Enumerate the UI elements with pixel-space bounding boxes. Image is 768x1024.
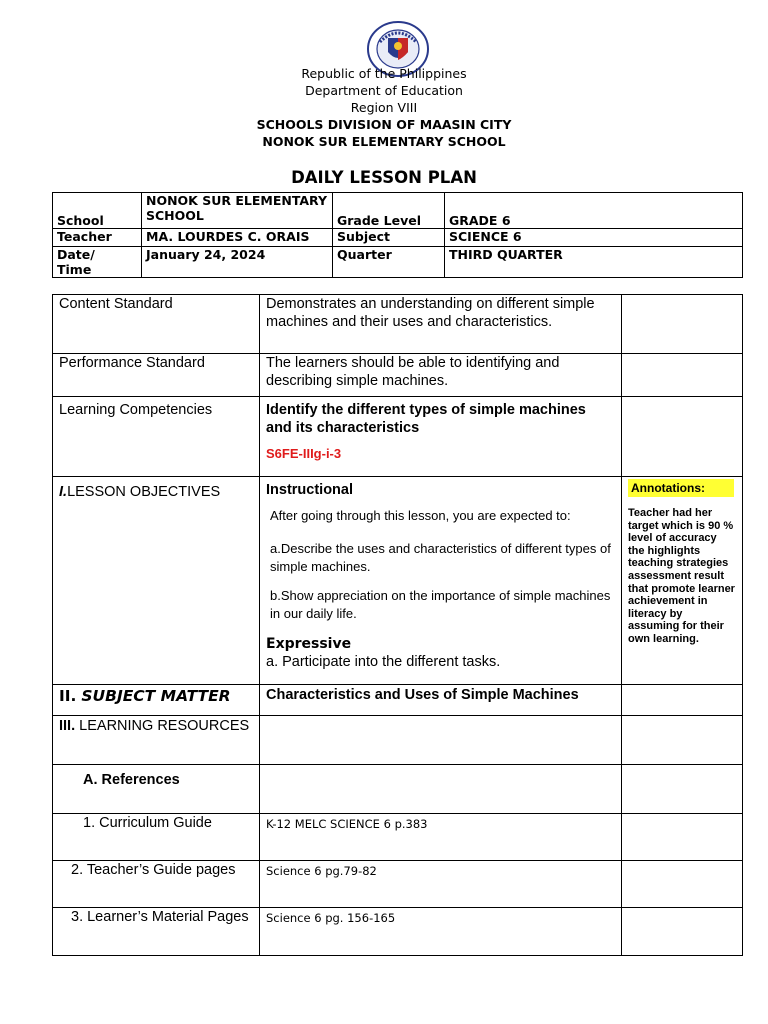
competency-code: S6FE-IIIg-i-3 [266, 446, 342, 461]
lesson-objectives-numeral: I. [59, 484, 68, 500]
teacher-label: Teacher [53, 229, 142, 247]
content-standard-value: Demonstrates an understanding on different simple machines and their uses and characteristics. [260, 295, 622, 354]
content-standard-label: Content Standard [53, 295, 260, 354]
learning-resources-note [622, 716, 743, 765]
objective-a: a.Describe the uses and characteristics of different types of simple machines. [270, 541, 611, 574]
subject-matter-label: II. SUBJECT MATTER [53, 685, 260, 716]
annotations-label: Annotations: [628, 479, 734, 497]
instructional-label: Instructional [266, 482, 354, 498]
curriculum-guide-label: 1. Curriculum Guide [53, 814, 260, 861]
learning-competencies-note [622, 397, 743, 477]
school-value: NONOK SUR ELEMENTARY SCHOOL [142, 193, 333, 229]
subject-matter-value: Characteristics and Uses of Simple Machines [260, 685, 622, 716]
learning-competencies-cell [260, 397, 622, 477]
content-standard-note [622, 295, 743, 354]
learning-competencies-value: Identify the different types of simple machines and its characteristics [266, 402, 586, 436]
date-value: January 24, 2024 [142, 247, 333, 278]
subject-label: Subject [333, 229, 445, 247]
performance-standard-note [622, 354, 743, 397]
header-school: NONOK SUR ELEMENTARY SCHOOL [262, 134, 506, 149]
learners-material-label: 3. Learner’s Material Pages [53, 908, 260, 956]
quarter-value: THIRD QUARTER [445, 247, 743, 278]
curriculum-guide-note [622, 814, 743, 861]
lesson-objectives-cell [260, 477, 622, 685]
expressive-a: a. Participate into the different tasks. [266, 654, 501, 670]
lesson-objectives-label: I.LESSON OBJECTIVES [53, 477, 260, 685]
school-label: School [53, 193, 142, 229]
instructional-intro: After going through this lesson, you are expected to: [270, 508, 571, 523]
references-value [260, 765, 622, 814]
learners-material-note [622, 908, 743, 956]
header-department: Department of Education [305, 83, 463, 98]
expressive-label: Expressive [266, 636, 352, 652]
subject-matter-note [622, 685, 743, 716]
performance-standard-label: Performance Standard [53, 354, 260, 397]
subject-value: SCIENCE 6 [445, 229, 743, 247]
info-table [52, 192, 743, 278]
performance-standard-value: The learners should be able to identifying and describing simple machines. [260, 354, 622, 397]
objective-b: b.Show appreciation on the importance of simple machines in our daily life. [270, 588, 611, 621]
header-region: Region VIII [350, 100, 418, 115]
learning-resources-label: III. LEARNING RESOURCES [53, 716, 260, 765]
grade-label: Grade Level [333, 193, 445, 229]
header-division: SCHOOLS DIVISION OF MAASIN CITY [256, 117, 512, 132]
references-label: A. References [53, 765, 260, 814]
header-republic: Republic of the Philippines [301, 66, 467, 81]
annotations-cell [622, 477, 743, 685]
quarter-label: Quarter [333, 247, 445, 278]
grade-value: GRADE 6 [445, 193, 743, 229]
page-title: DAILY LESSON PLAN [291, 168, 477, 187]
references-note [622, 765, 743, 814]
teacher-value: MA. LOURDES C. ORAIS [142, 229, 333, 247]
learners-material-value: Science 6 pg. 156-165 [260, 908, 622, 956]
teachers-guide-label: 2. Teacher’s Guide pages [53, 861, 260, 908]
date-label: Date/ Time [53, 247, 142, 278]
learning-competencies-label: Learning Competencies [53, 397, 260, 477]
lesson-plan-table [52, 294, 743, 956]
teachers-guide-value: Science 6 pg.79-82 [260, 861, 622, 908]
learning-resources-value [260, 716, 622, 765]
teachers-guide-note [622, 861, 743, 908]
curriculum-guide-value: K-12 MELC SCIENCE 6 p.383 [260, 814, 622, 861]
annotations-text: Teacher had her target which is 90 % level of accuracy the highlights teaching strategies assessment result that promote learner achievement in literacy by assuming for their own learning. [628, 507, 735, 645]
